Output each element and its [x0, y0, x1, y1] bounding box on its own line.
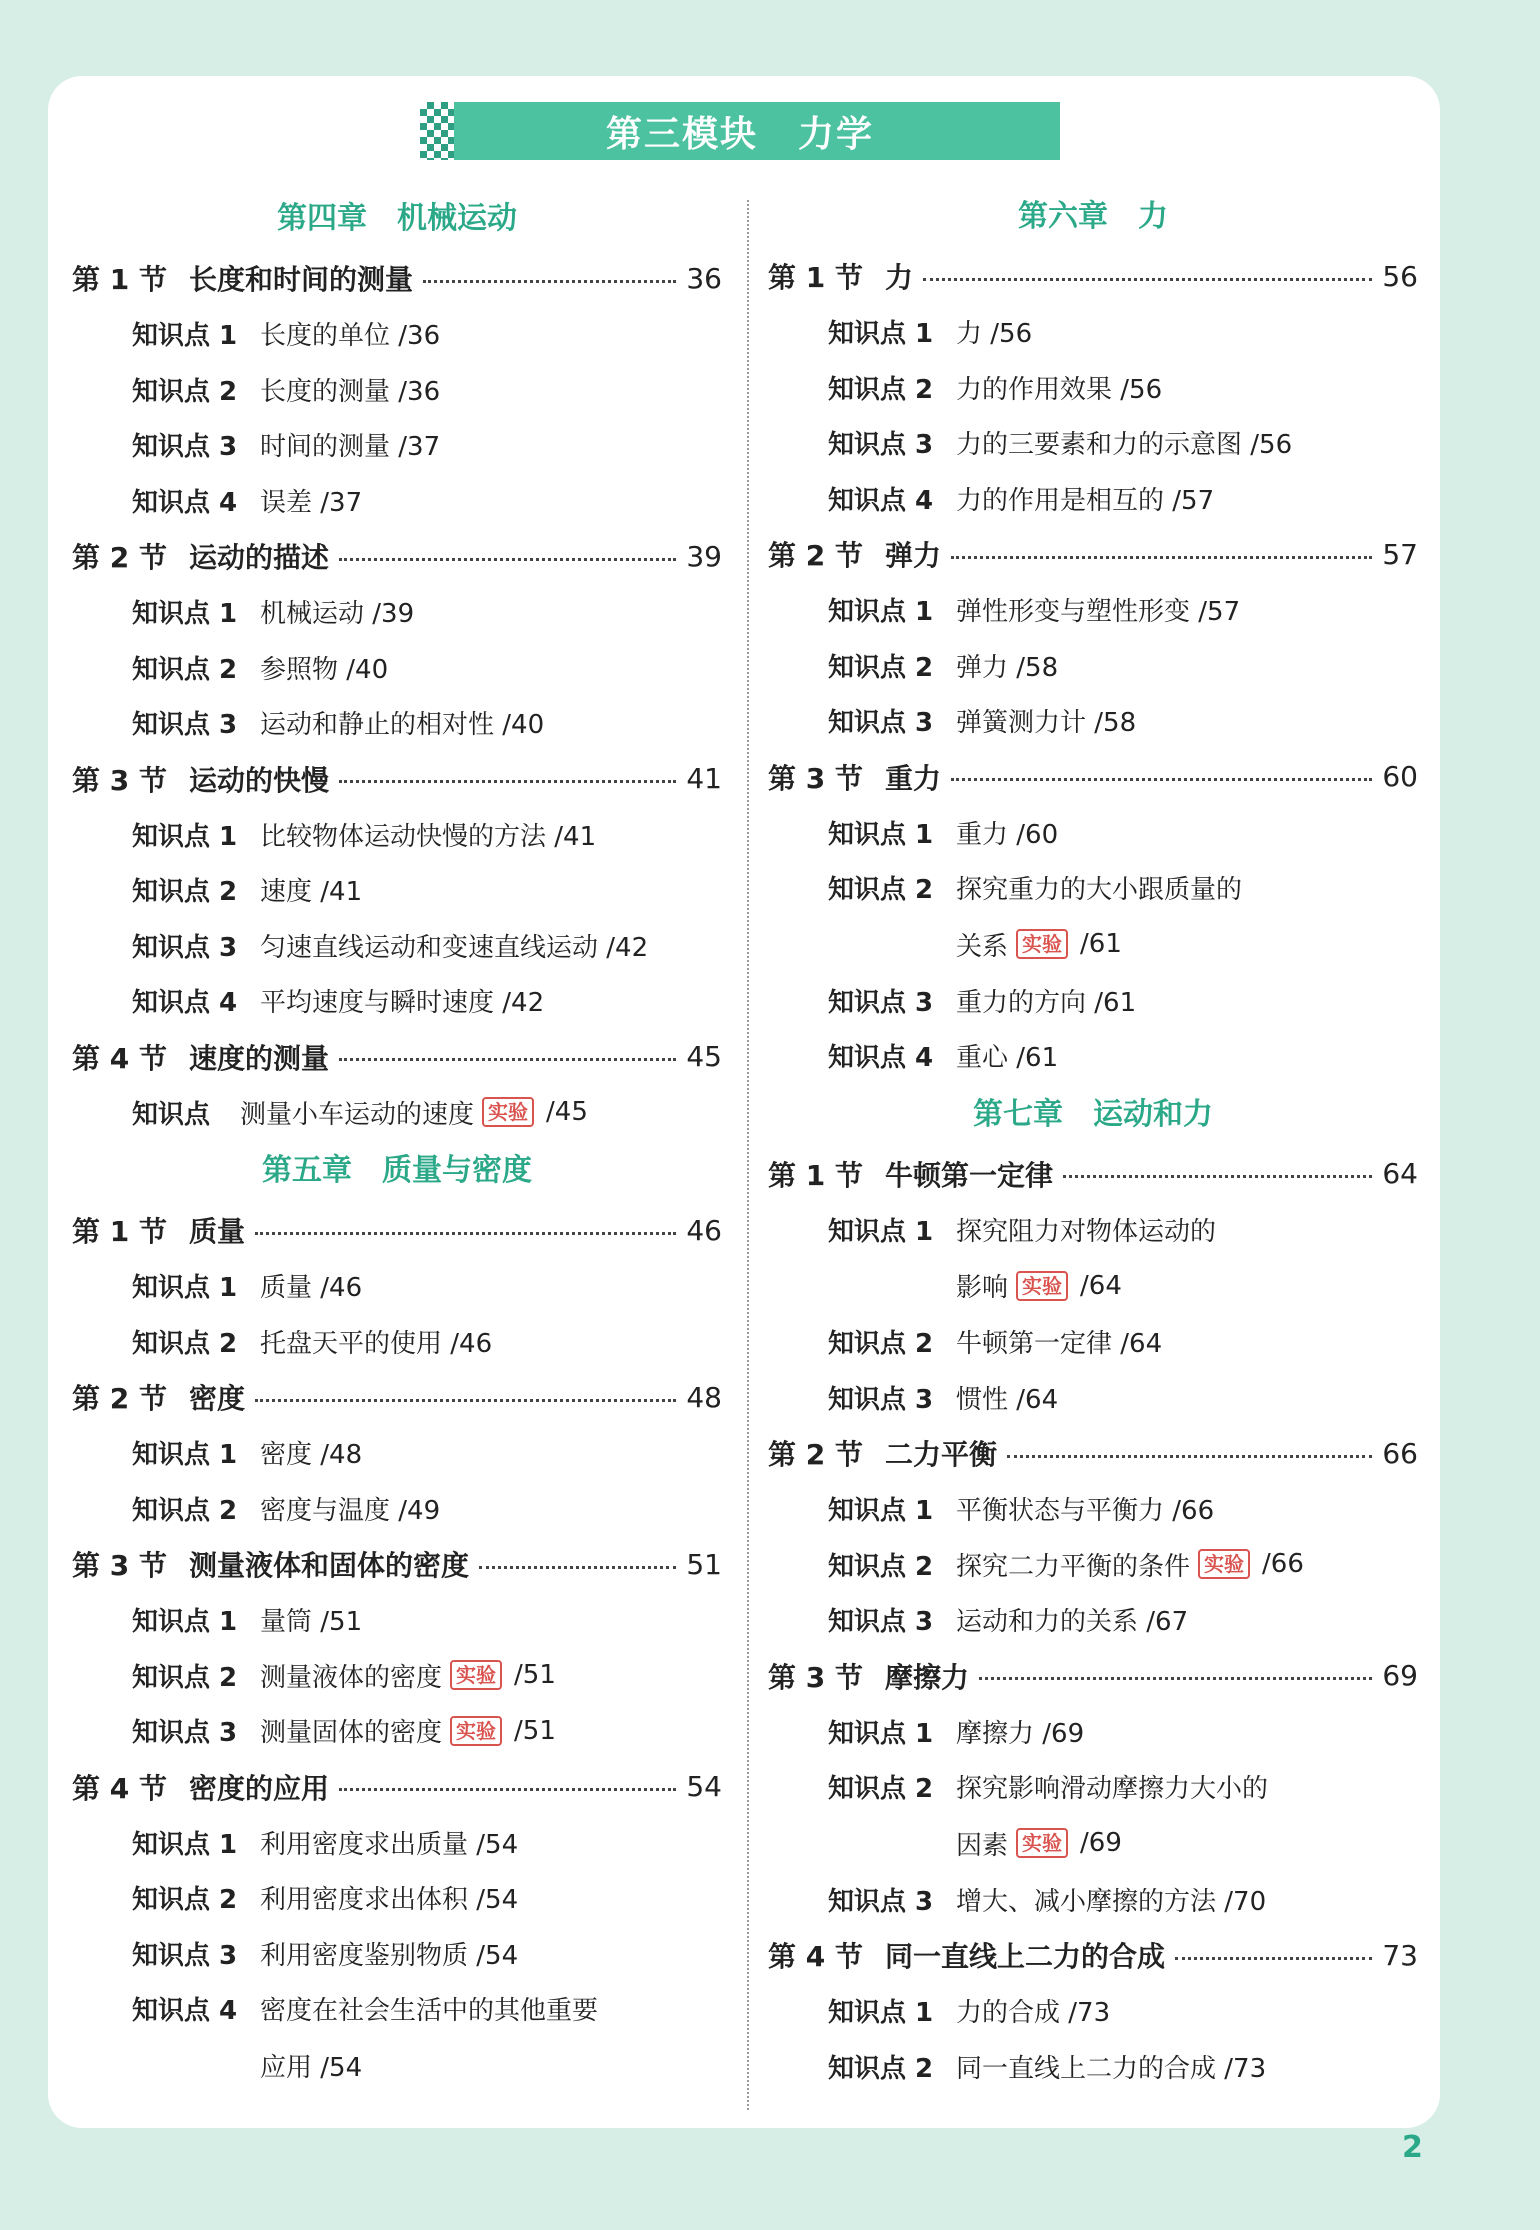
section-page: 73	[1382, 1938, 1418, 1972]
dot-leader	[923, 278, 1372, 281]
chapter-heading: 第六章 力	[1018, 199, 1168, 234]
knowledge-point-title: 力的作用是相互的 /57	[956, 485, 1215, 516]
toc-knowledge-point[interactable]	[72, 1648, 722, 1704]
section-title: 牛顿第一定律	[884, 1158, 1053, 1192]
knowledge-point-page: /45	[546, 1097, 588, 1128]
knowledge-point-title: 弹力 /58	[956, 652, 1059, 683]
knowledge-point-title: 密度与温度 /49	[260, 1495, 441, 1526]
knowledge-point-label: 知识点 2	[828, 875, 934, 906]
knowledge-point-title: 量筒 /51	[260, 1607, 363, 1638]
section-number: 第 3 节	[72, 763, 167, 797]
knowledge-point-title: 参照物 /40	[260, 654, 389, 685]
continuation-text: 影响	[956, 1273, 1009, 1303]
knowledge-point-title: 测量液体的密度	[260, 1662, 443, 1693]
continuation-text: 关系	[956, 931, 1009, 962]
section-number: 第 2 节	[768, 1438, 863, 1471]
knowledge-point-label: 知识点 3	[132, 710, 238, 741]
toc-left-column	[72, 188, 722, 2094]
section-title: 运动的描述	[188, 541, 329, 574]
knowledge-point-page: /66	[1262, 1549, 1304, 1580]
dot-leader	[479, 1566, 676, 1569]
toc-knowledge-point[interactable]	[72, 1815, 722, 1871]
knowledge-point-label: 知识点 4	[828, 1043, 934, 1074]
knowledge-point-title: 探究阻力对物体运动的	[956, 1216, 1217, 1247]
knowledge-point-label: 知识点 1	[828, 597, 934, 628]
toc-section-link[interactable]	[768, 1648, 1418, 1704]
toc-knowledge-point[interactable]	[768, 1872, 1418, 1928]
toc-knowledge-point[interactable]	[72, 1703, 722, 1759]
toc-knowledge-point[interactable]	[768, 1759, 1418, 1815]
experiment-tag: 实验	[482, 1097, 534, 1127]
toc-knowledge-point[interactable]	[768, 638, 1418, 694]
knowledge-point-label: 知识点 2	[828, 374, 934, 405]
toc-section-link[interactable]	[768, 248, 1418, 304]
toc-knowledge-point[interactable]	[72, 695, 722, 751]
section-page: 66	[1382, 1436, 1418, 1470]
knowledge-point-page: /51	[514, 1660, 556, 1691]
knowledge-point-label: 知识点	[132, 1099, 211, 1130]
knowledge-point-title: 密度 /48	[260, 1440, 363, 1471]
knowledge-point-label: 知识点 1	[132, 821, 238, 852]
toc-knowledge-point[interactable]	[768, 1704, 1418, 1760]
knowledge-point-page: /69	[1080, 1828, 1122, 1858]
section-number: 第 3 节	[768, 1660, 863, 1694]
chapter-heading: 第五章 质量与密度	[262, 1153, 532, 1188]
dot-leader	[1007, 1455, 1372, 1458]
section-page: 57	[1382, 537, 1418, 571]
section-page: 51	[686, 1547, 722, 1581]
section-number: 第 1 节	[72, 1215, 167, 1248]
section-title: 二力平衡	[884, 1438, 997, 1471]
knowledge-point-label: 知识点 1	[828, 819, 934, 850]
knowledge-point-title: 惯性 /64	[956, 1384, 1059, 1415]
continuation-text: 应用 /54	[260, 2052, 363, 2083]
module-subject: 力学	[798, 113, 875, 155]
toc-knowledge-point[interactable]	[768, 2039, 1418, 2095]
knowledge-point-title: 托盘天平的使用 /46	[260, 1328, 493, 1359]
section-title: 长度和时间的测量	[188, 263, 413, 296]
knowledge-point-title: 密度在社会生活中的其他重要	[260, 1996, 599, 2027]
toc-section-link[interactable]	[768, 749, 1418, 805]
knowledge-point-label: 知识点 3	[828, 1607, 934, 1638]
dot-leader	[339, 780, 676, 783]
toc-right-column	[768, 186, 1418, 2094]
knowledge-point-title: 力 /56	[956, 319, 1033, 350]
toc-knowledge-point[interactable]	[72, 1481, 722, 1537]
toc-section-link[interactable]	[72, 1759, 722, 1815]
section-title: 同一直线上二力的合成	[884, 1940, 1165, 1973]
knowledge-point-title: 误差 /37	[260, 487, 363, 518]
section-page: 36	[686, 261, 722, 295]
knowledge-point-title: 弹性形变与塑性形变 /57	[956, 597, 1241, 628]
knowledge-point-title: 机械运动 /39	[260, 599, 415, 630]
toc-knowledge-point[interactable]	[72, 1592, 722, 1648]
knowledge-point-title: 测量固体的密度	[260, 1718, 443, 1749]
knowledge-point-title: 力的合成 /73	[956, 1998, 1111, 2029]
knowledge-point-label: 知识点 1	[132, 1273, 238, 1304]
knowledge-point-title: 长度的测量 /36	[260, 376, 441, 407]
toc-section-link[interactable]	[72, 528, 722, 584]
knowledge-point-label: 知识点 2	[828, 1551, 934, 1582]
dot-leader	[979, 1677, 1372, 1680]
section-page: 39	[686, 539, 722, 573]
toc-continuation-line	[768, 1815, 1418, 1872]
knowledge-point-page: /51	[514, 1715, 556, 1746]
toc-section-link[interactable]	[72, 751, 722, 807]
section-title: 密度	[188, 1382, 245, 1415]
toc-knowledge-point[interactable]	[72, 417, 722, 473]
section-number: 第 4 节	[72, 1041, 167, 1075]
knowledge-point-title: 探究影响滑动摩擦力大小的	[956, 1774, 1269, 1805]
knowledge-point-label: 知识点 3	[828, 1384, 934, 1415]
chapter-heading: 第七章 运动和力	[973, 1096, 1213, 1132]
module-banner	[420, 102, 1060, 160]
dot-leader	[339, 558, 676, 561]
section-title: 测量液体和固体的密度	[188, 1549, 469, 1582]
knowledge-point-label: 知识点 2	[132, 1662, 238, 1693]
dot-leader	[255, 1399, 676, 1402]
toc-section-link[interactable]	[768, 1927, 1418, 1983]
toc-knowledge-point[interactable]	[72, 1425, 722, 1481]
knowledge-point-title: 力的作用效果 /56	[956, 374, 1163, 405]
experiment-tag: 实验	[1016, 1271, 1068, 1301]
chapter-heading: 第四章 机械运动	[277, 201, 517, 236]
dot-leader	[255, 1232, 676, 1235]
knowledge-point-label: 知识点 2	[828, 2053, 934, 2084]
section-page: 41	[686, 762, 722, 795]
knowledge-point-label: 知识点 4	[828, 485, 934, 516]
toc-knowledge-point[interactable]	[768, 693, 1418, 749]
knowledge-point-label: 知识点 2	[828, 1774, 934, 1805]
column-divider	[747, 200, 749, 2110]
dot-leader	[951, 556, 1372, 559]
section-page: 54	[686, 1770, 722, 1803]
toc-continuation-line	[768, 916, 1418, 973]
knowledge-point-title: 平衡状态与平衡力 /66	[956, 1496, 1215, 1527]
knowledge-point-title: 牛顿第一定律 /64	[956, 1329, 1163, 1360]
section-page: 60	[1382, 760, 1418, 793]
knowledge-point-title: 探究二力平衡的条件	[956, 1551, 1191, 1582]
section-number: 第 2 节	[72, 541, 167, 574]
knowledge-point-label: 知识点 1	[132, 599, 238, 630]
knowledge-point-title: 运动和静止的相对性 /40	[260, 710, 545, 741]
section-number: 第 3 节	[768, 761, 863, 795]
section-page: 69	[1382, 1659, 1418, 1692]
knowledge-point-label: 知识点 2	[132, 1328, 238, 1359]
section-number: 第 1 节	[768, 1158, 863, 1192]
section-number: 第 2 节	[72, 1382, 167, 1415]
toc-knowledge-point[interactable]	[72, 1085, 722, 1141]
section-page: 56	[1382, 259, 1418, 293]
toc-knowledge-point[interactable]	[768, 471, 1418, 527]
knowledge-point-title: 利用密度求出质量 /54	[260, 1829, 519, 1860]
knowledge-point-label: 知识点 1	[828, 1718, 934, 1749]
knowledge-point-title: 力的三要素和力的示意图 /56	[956, 430, 1293, 461]
toc-knowledge-point[interactable]	[768, 1592, 1418, 1648]
toc-knowledge-point[interactable]	[72, 306, 722, 362]
experiment-tag: 实验	[1016, 929, 1068, 959]
toc-knowledge-point[interactable]	[72, 1981, 722, 2037]
toc-knowledge-point[interactable]	[768, 1983, 1418, 2039]
knowledge-point-title: 运动和力的关系 /67	[956, 1607, 1189, 1638]
toc-knowledge-point[interactable]	[72, 362, 722, 418]
toc-knowledge-point[interactable]	[72, 973, 722, 1029]
continuation-text: 因素	[956, 1830, 1009, 1861]
toc-knowledge-point[interactable]	[768, 1314, 1418, 1370]
section-page: 45	[686, 1040, 722, 1073]
toc-knowledge-point[interactable]	[72, 584, 722, 640]
knowledge-point-title: 时间的测量 /37	[260, 432, 441, 463]
section-number: 第 1 节	[768, 261, 863, 294]
section-title: 摩擦力	[884, 1660, 969, 1694]
section-page: 64	[1382, 1157, 1418, 1190]
knowledge-point-page: /61	[1080, 929, 1122, 959]
toc-knowledge-point[interactable]	[768, 304, 1418, 360]
toc-section-link[interactable]	[72, 1536, 722, 1592]
knowledge-point-label: 知识点 1	[828, 1216, 934, 1247]
knowledge-point-label: 知识点 3	[132, 1718, 238, 1749]
toc-knowledge-point[interactable]	[768, 973, 1418, 1029]
knowledge-point-title: 重心 /61	[956, 1043, 1059, 1074]
dot-leader	[339, 1788, 676, 1791]
section-number: 第 1 节	[72, 263, 167, 296]
knowledge-point-title: 平均速度与瞬时速度 /42	[260, 988, 545, 1019]
toc-knowledge-point[interactable]	[768, 1537, 1418, 1593]
experiment-tag: 实验	[1016, 1828, 1068, 1858]
knowledge-point-title: 匀速直线运动和变速直线运动 /42	[260, 932, 649, 963]
knowledge-point-label: 知识点 3	[828, 987, 934, 1018]
knowledge-point-title: 质量 /46	[260, 1273, 363, 1304]
knowledge-point-label: 知识点 3	[828, 430, 934, 461]
section-number: 第 4 节	[768, 1940, 863, 1973]
knowledge-point-label: 知识点 2	[828, 1329, 934, 1360]
toc-knowledge-point[interactable]	[72, 918, 722, 974]
knowledge-point-label: 知识点 3	[132, 932, 238, 963]
toc-section-link[interactable]	[72, 1369, 722, 1425]
knowledge-point-label: 知识点 3	[828, 708, 934, 739]
knowledge-point-title: 弹簧测力计 /58	[956, 708, 1137, 739]
toc-knowledge-point[interactable]	[72, 862, 722, 918]
checker-decoration-icon	[420, 102, 454, 160]
toc-knowledge-point[interactable]	[768, 582, 1418, 638]
toc-continuation-line	[72, 2037, 722, 2094]
knowledge-point-label: 知识点 3	[828, 1886, 934, 1917]
toc-section-link[interactable]	[768, 526, 1418, 582]
toc-knowledge-point[interactable]	[768, 805, 1418, 861]
toc-knowledge-point[interactable]	[768, 1202, 1418, 1258]
knowledge-point-label: 知识点 2	[132, 1885, 238, 1916]
knowledge-point-title: 增大、减小摩擦的方法 /70	[956, 1886, 1267, 1917]
section-title: 质量	[188, 1215, 245, 1248]
section-title: 速度的测量	[188, 1041, 329, 1075]
knowledge-point-label: 知识点 2	[132, 1495, 238, 1526]
knowledge-point-label: 知识点 2	[132, 654, 238, 685]
section-number: 第 2 节	[768, 539, 863, 572]
knowledge-point-title: 同一直线上二力的合成 /73	[956, 2053, 1267, 2084]
knowledge-point-label: 知识点 4	[132, 487, 238, 518]
knowledge-point-label: 知识点 2	[132, 877, 238, 908]
knowledge-point-title: 利用密度求出体积 /54	[260, 1885, 519, 1916]
knowledge-point-label: 知识点 3	[132, 1940, 238, 1971]
page-number: 2	[1402, 2130, 1423, 2165]
section-number: 第 4 节	[72, 1771, 167, 1805]
toc-knowledge-point[interactable]	[72, 1314, 722, 1370]
knowledge-point-label: 知识点 3	[132, 432, 238, 463]
knowledge-point-title: 长度的单位 /36	[260, 321, 441, 352]
knowledge-point-page: /64	[1080, 1270, 1122, 1301]
knowledge-point-label: 知识点 1	[828, 1998, 934, 2029]
toc-knowledge-point[interactable]	[72, 807, 722, 863]
toc-knowledge-point[interactable]	[72, 1926, 722, 1982]
experiment-tag: 实验	[450, 1716, 502, 1746]
module-title: 第三模块	[605, 113, 758, 155]
knowledge-point-title: 速度 /41	[260, 877, 363, 908]
toc-section-link[interactable]	[72, 1202, 722, 1258]
toc-knowledge-point[interactable]	[72, 1258, 722, 1314]
section-number: 第 3 节	[72, 1549, 167, 1582]
knowledge-point-label: 知识点 1	[828, 1496, 934, 1527]
toc-knowledge-point[interactable]	[768, 860, 1418, 916]
dot-leader	[339, 1058, 676, 1061]
knowledge-point-label: 知识点 1	[132, 1607, 238, 1638]
section-title: 密度的应用	[188, 1771, 329, 1805]
section-page: 46	[686, 1213, 722, 1247]
toc-knowledge-point[interactable]	[768, 1028, 1418, 1084]
toc-knowledge-point[interactable]	[768, 415, 1418, 471]
toc-knowledge-point[interactable]	[72, 473, 722, 529]
knowledge-point-label: 知识点 1	[132, 321, 238, 352]
knowledge-point-label: 知识点 1	[132, 1829, 238, 1860]
knowledge-point-label: 知识点 1	[132, 1440, 238, 1471]
experiment-tag: 实验	[1198, 1549, 1250, 1579]
toc-knowledge-point[interactable]	[768, 1481, 1418, 1537]
section-page: 48	[686, 1380, 722, 1414]
knowledge-point-label: 知识点 4	[132, 1996, 238, 2027]
knowledge-point-title: 比较物体运动快慢的方法 /41	[260, 821, 597, 852]
toc-section-link[interactable]	[768, 1146, 1418, 1202]
knowledge-point-label: 知识点 4	[132, 988, 238, 1019]
knowledge-point-label: 知识点 2	[828, 652, 934, 683]
knowledge-point-title: 测量小车运动的速度	[240, 1099, 475, 1130]
section-title: 重力	[884, 761, 941, 795]
toc-knowledge-point[interactable]	[72, 1870, 722, 1926]
toc-section-link[interactable]	[768, 1425, 1418, 1481]
toc-section-link[interactable]	[72, 1029, 722, 1085]
dot-leader	[951, 778, 1372, 781]
dot-leader	[1175, 1957, 1372, 1960]
knowledge-point-title: 利用密度鉴别物质 /54	[260, 1940, 519, 1971]
section-title: 力	[884, 261, 913, 294]
toc-knowledge-point[interactable]	[768, 1370, 1418, 1426]
dot-leader	[423, 280, 676, 283]
section-title: 弹力	[884, 539, 941, 572]
section-title: 运动的快慢	[188, 763, 329, 797]
knowledge-point-title: 探究重力的大小跟质量的	[956, 875, 1243, 906]
experiment-tag: 实验	[450, 1660, 502, 1690]
knowledge-point-label: 知识点 2	[132, 376, 238, 407]
toc-knowledge-point[interactable]	[72, 640, 722, 696]
knowledge-point-title: 重力的方向 /61	[956, 987, 1137, 1018]
knowledge-point-title: 摩擦力 /69	[956, 1718, 1085, 1749]
dot-leader	[1063, 1175, 1372, 1178]
toc-section-link[interactable]	[72, 250, 722, 306]
knowledge-point-title: 重力 /60	[956, 819, 1059, 850]
toc-knowledge-point[interactable]	[768, 360, 1418, 416]
toc-continuation-line	[768, 1257, 1418, 1314]
knowledge-point-label: 知识点 1	[828, 319, 934, 350]
